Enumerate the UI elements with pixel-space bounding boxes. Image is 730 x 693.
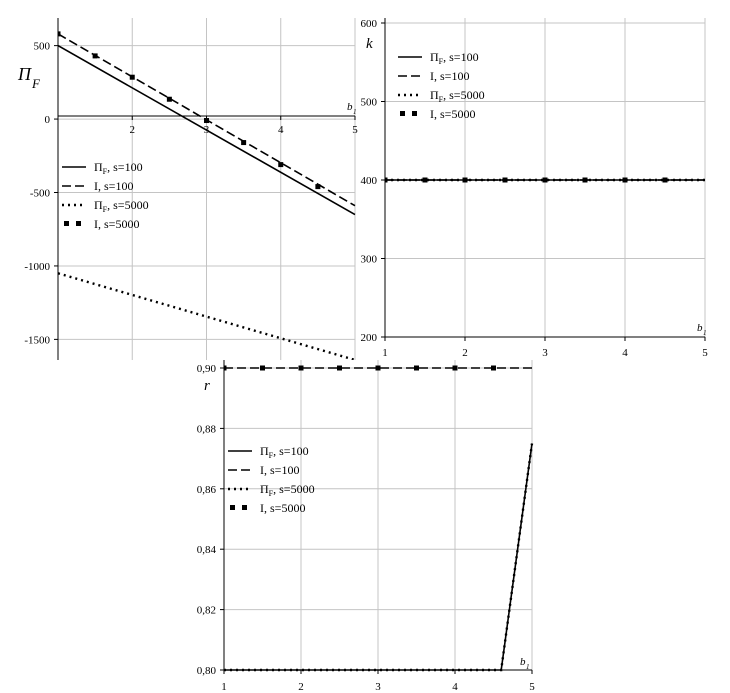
series-3-point — [623, 178, 628, 183]
legend-name: I — [94, 179, 98, 193]
x-tick-label: 3 — [203, 124, 210, 136]
legend-name: Π — [260, 444, 269, 458]
series-3-point — [453, 366, 458, 371]
series-3-point — [583, 178, 588, 183]
series-3-point — [299, 366, 304, 371]
x-tick-label: 2 — [298, 681, 304, 693]
series-3-point — [130, 75, 135, 80]
legend-swatch — [242, 505, 247, 510]
legend-suffix: , s=5000 — [264, 501, 306, 515]
x-tick-label: 1 — [382, 347, 388, 359]
series-3-point — [423, 178, 428, 183]
series-3-point — [167, 97, 172, 102]
legend-label — [260, 444, 309, 460]
y-tick-label: 0,88 — [196, 423, 216, 436]
series-3-point — [278, 162, 283, 167]
y-tick-label: 0 — [44, 114, 50, 127]
x-axis-label: b — [520, 656, 526, 668]
x-tick-label: 4 — [278, 124, 284, 136]
legend-suffix: , s=5000 — [443, 88, 485, 102]
chart-bottom-background — [180, 360, 540, 693]
legend-suffix: , s=5000 — [98, 217, 140, 231]
legend-suffix: , s=100 — [264, 463, 300, 477]
chart-left-background — [0, 0, 358, 360]
legend-name: Π — [430, 50, 439, 64]
x-tick-label: 2 — [462, 347, 468, 359]
legend-suffix: , s=100 — [273, 444, 309, 458]
series-3-point — [491, 366, 496, 371]
legend-swatch — [400, 111, 405, 116]
chart-bottom — [180, 360, 540, 693]
legend-suffix: , s=5000 — [107, 198, 149, 212]
y-axis-label-subscript: F — [32, 76, 40, 91]
legend-label — [94, 198, 149, 214]
legend-name: Π — [94, 160, 103, 174]
series-3-point — [463, 178, 468, 183]
legend-swatch — [412, 111, 417, 116]
legend-name-subscript: F — [438, 57, 444, 66]
legend-suffix: , s=100 — [98, 179, 134, 193]
y-tick-label: 500 — [360, 96, 377, 109]
legend-name-subscript: F — [268, 451, 274, 460]
legend-suffix: , s=100 — [107, 160, 143, 174]
y-tick-label: 500 — [33, 40, 50, 53]
y-axis-label: Π — [18, 64, 31, 84]
legend-name: I — [430, 107, 434, 121]
y-tick-label: -500 — [29, 187, 50, 200]
legend-label — [260, 463, 299, 477]
series-3-point — [543, 178, 548, 183]
series-3-point — [376, 366, 381, 371]
legend-swatch — [76, 221, 81, 226]
series-3-point — [93, 53, 98, 58]
y-tick-label: 200 — [360, 332, 377, 344]
series-3-point — [663, 178, 668, 183]
x-axis-label-subscript: 1 — [353, 108, 357, 116]
y-tick-label: 0,90 — [196, 363, 216, 375]
x-tick-label: 4 — [452, 681, 458, 693]
legend-name: I — [260, 501, 264, 515]
legend-label — [94, 179, 133, 193]
x-tick-label: 5 — [529, 681, 535, 693]
y-tick-label: -1000 — [24, 260, 50, 273]
x-tick-label: 4 — [622, 347, 628, 359]
legend-label — [430, 107, 475, 121]
legend-suffix: , s=5000 — [273, 482, 315, 496]
legend-label — [430, 69, 469, 83]
legend-label — [260, 501, 305, 515]
y-tick-label: -1500 — [24, 334, 50, 347]
y-axis-label: k — [366, 36, 373, 52]
x-tick-label: 1 — [221, 681, 227, 693]
series-3-point — [204, 118, 209, 123]
legend-label — [94, 160, 143, 176]
legend-suffix: , s=5000 — [434, 107, 476, 121]
series-3-point — [337, 366, 342, 371]
legend-label — [260, 482, 315, 498]
y-tick-label: 300 — [360, 253, 377, 266]
chart-left — [0, 0, 358, 360]
x-tick-label: 5 — [352, 124, 358, 136]
series-3-point — [241, 140, 246, 145]
series-3-point — [503, 178, 508, 183]
legend-name: Π — [260, 482, 269, 496]
x-axis-label-subscript: 1 — [526, 663, 530, 671]
series-3-point — [414, 366, 419, 371]
legend-suffix: , s=100 — [434, 69, 470, 83]
legend-swatch — [64, 221, 69, 226]
legend-label — [430, 50, 479, 66]
x-tick-label: 3 — [375, 681, 381, 693]
x-tick-label: 5 — [702, 347, 708, 359]
y-tick-label: 0,80 — [196, 665, 216, 677]
legend-name: Π — [94, 198, 103, 212]
chart-right-background — [358, 18, 730, 363]
x-axis-label-subscript: 1 — [703, 329, 707, 337]
legend-name-subscript: F — [102, 205, 108, 214]
legend-label — [94, 217, 139, 231]
legend-name: I — [94, 217, 98, 231]
y-tick-label: 400 — [360, 175, 377, 187]
series-3-point — [260, 366, 265, 371]
series-3-point — [315, 184, 320, 189]
x-tick-label: 2 — [129, 124, 135, 136]
y-tick-label: 0,86 — [196, 483, 216, 496]
legend-name: I — [260, 463, 264, 477]
y-tick-label: 600 — [360, 18, 377, 30]
x-tick-label: 3 — [542, 347, 548, 359]
legend-name-subscript: F — [268, 489, 274, 498]
legend-name-subscript: F — [438, 95, 444, 104]
legend-label — [430, 88, 485, 104]
x-axis-label: b — [347, 101, 353, 113]
y-tick-label: 0,82 — [196, 604, 216, 617]
legend-name: Π — [430, 88, 439, 102]
legend-name: I — [430, 69, 434, 83]
y-tick-label: 0,84 — [196, 544, 216, 557]
y-axis-label: r — [204, 378, 210, 394]
x-axis-label: b — [697, 322, 703, 334]
legend-name-subscript: F — [102, 167, 108, 176]
legend-swatch — [230, 505, 235, 510]
chart-right — [358, 18, 730, 363]
legend-suffix: , s=100 — [443, 50, 479, 64]
